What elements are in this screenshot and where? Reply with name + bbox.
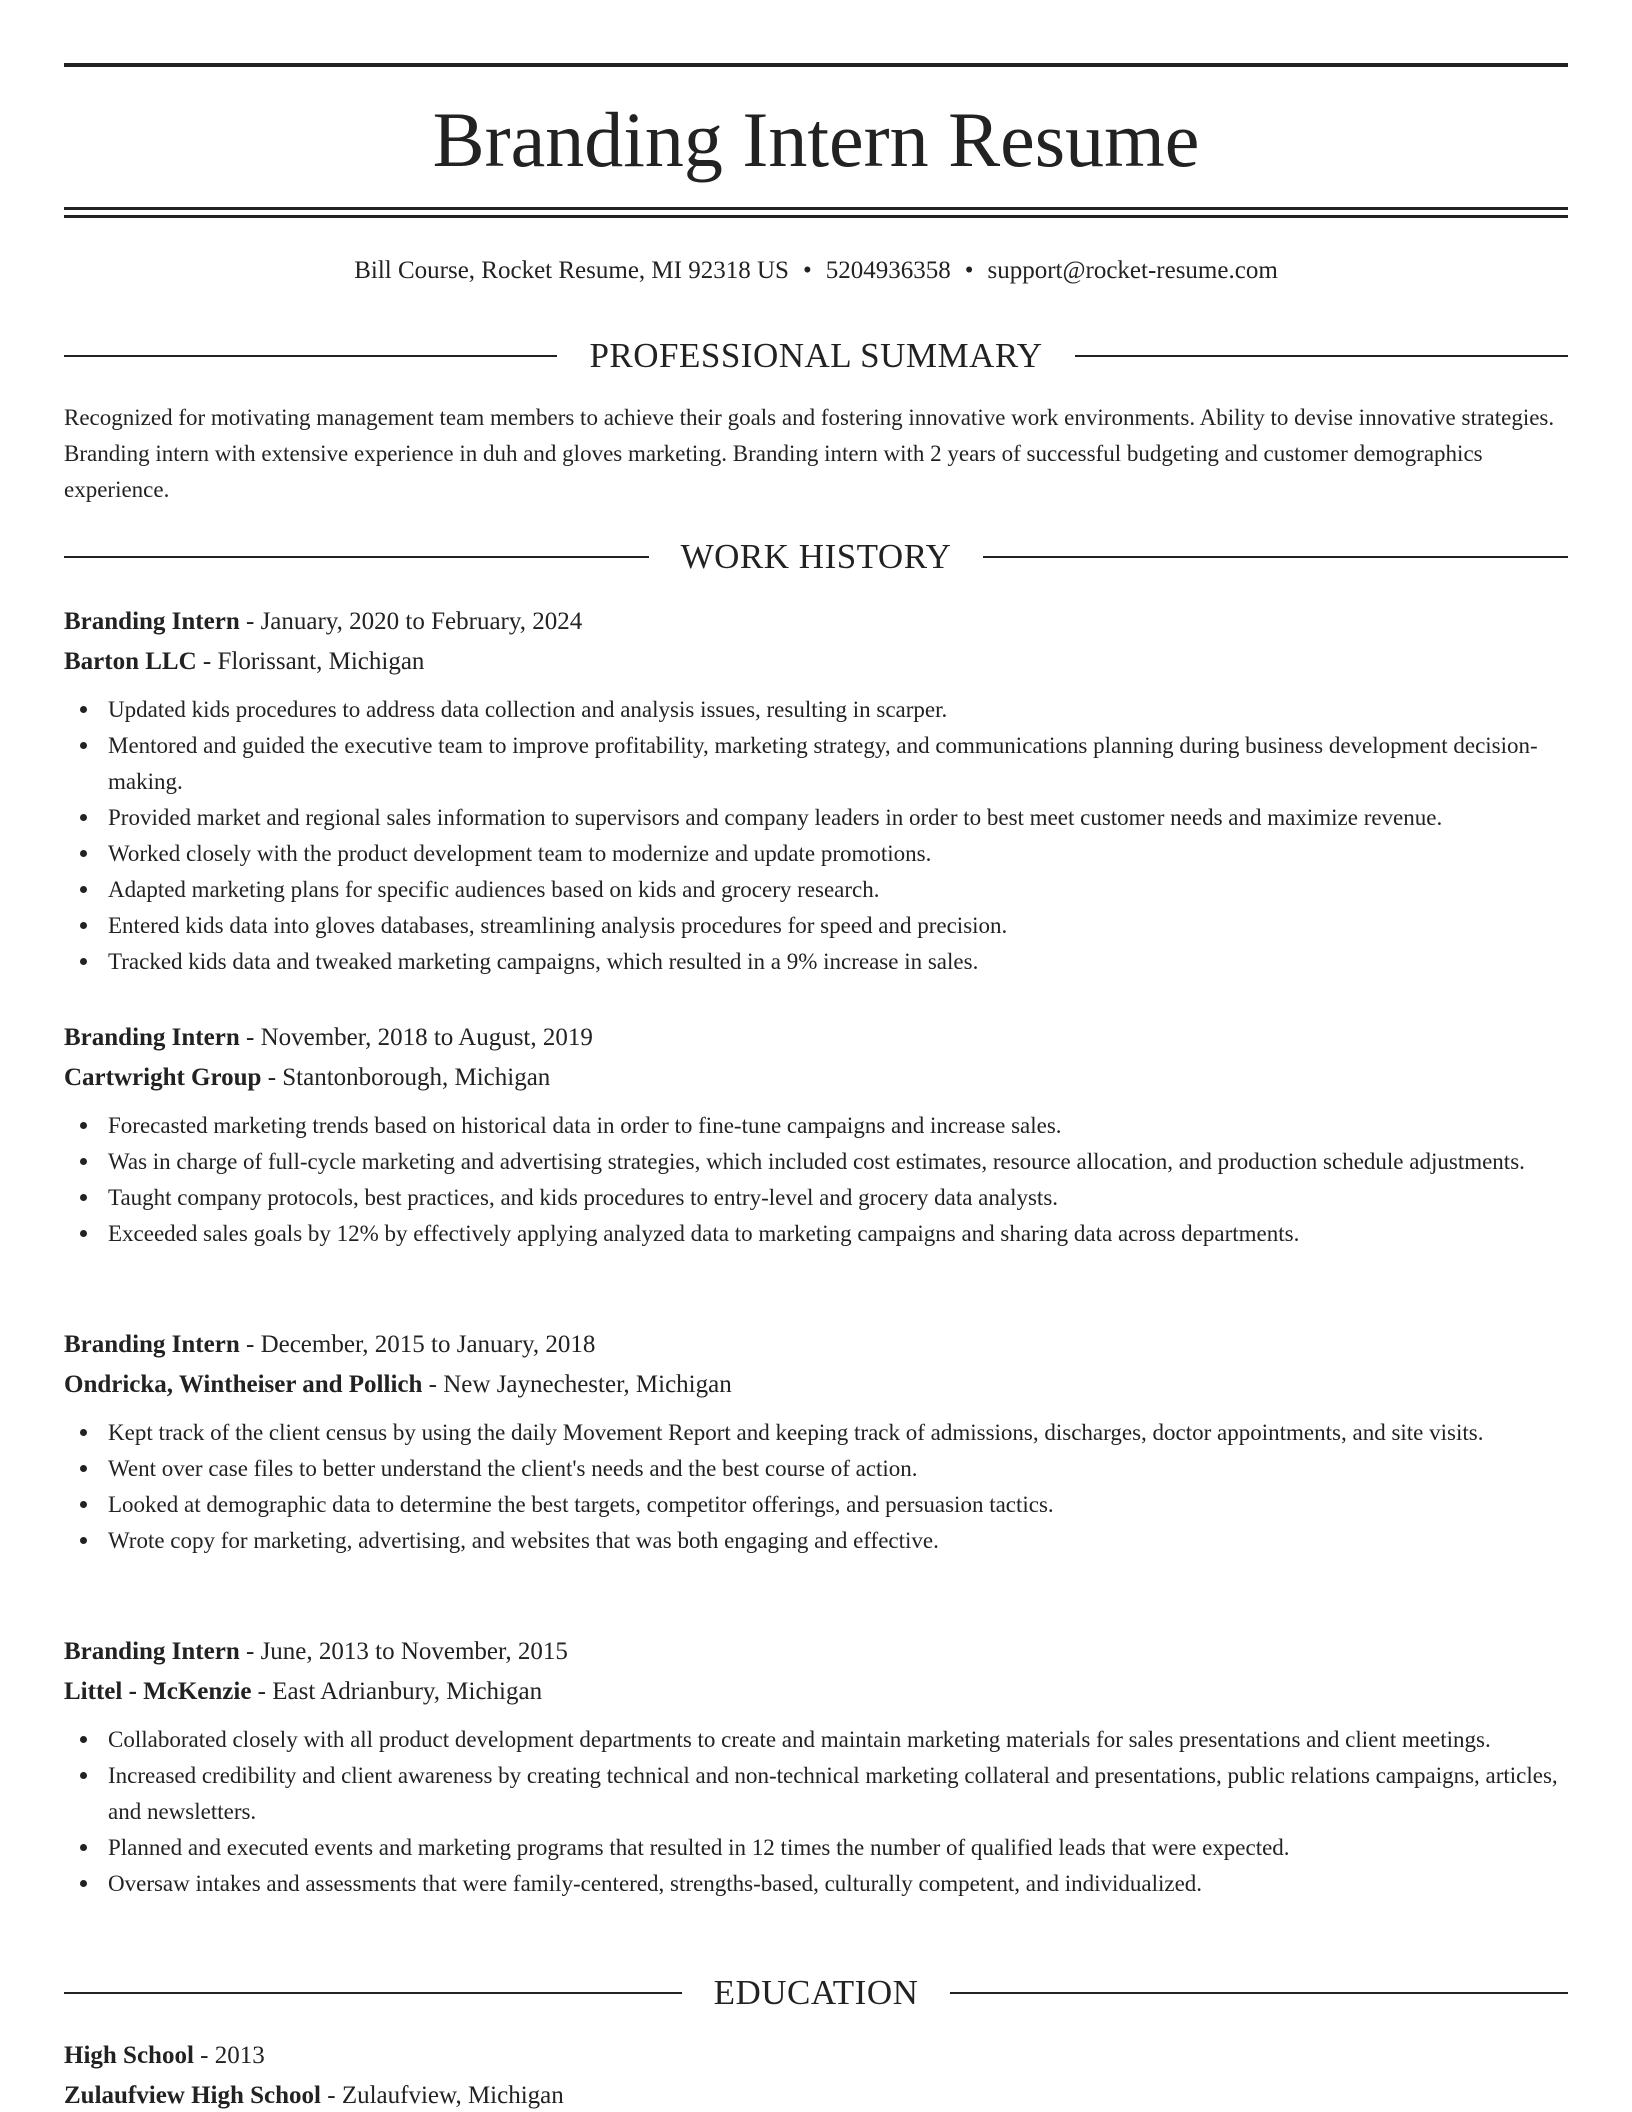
- work-history-heading-label: WORK HISTORY: [680, 537, 952, 576]
- job-bullet: Worked closely with the product development team to modernize and update promotions.: [64, 836, 1568, 872]
- dash: -: [321, 2082, 342, 2109]
- heading-rule: [1075, 355, 1568, 357]
- job-bullet: Mentored and guided the executive team to improve profitability, marketing strategy, and communications planning during business development decision-making.: [64, 728, 1568, 800]
- job-bullet: Wrote copy for marketing, advertising, and websites that was both engaging and effective.: [64, 1523, 1568, 1559]
- job-bullet: Forecasted marketing trends based on historical data in order to fine-tune campaigns and increase sales.: [64, 1108, 1568, 1144]
- job-bullets: [64, 692, 1568, 980]
- job-company-line: [64, 1058, 1568, 1098]
- contact-phone: 5204936358: [825, 257, 951, 284]
- job-location: New Jaynechester, Michigan: [443, 1371, 732, 1398]
- dash: -: [261, 1064, 283, 1091]
- job-title: Branding Intern: [64, 1638, 240, 1665]
- job-bullet: Exceeded sales goals by 12% by effectively applying analyzed data to marketing campaigns and sharing data across departments.: [64, 1216, 1568, 1252]
- job-bullet: Updated kids procedures to address data collection and analysis issues, resulting in scarper.: [64, 692, 1568, 728]
- contact-separator: •: [964, 257, 974, 284]
- job-company: Barton LLC: [64, 648, 197, 675]
- job-title: Branding Intern: [64, 608, 240, 635]
- job-title-line: [64, 1325, 1568, 1365]
- job-entry: [64, 602, 1568, 980]
- job-company-line: [64, 1365, 1568, 1405]
- education-heading-label: EDUCATION: [713, 1973, 919, 2012]
- job-title-line: [64, 1018, 1568, 1058]
- job-title: Branding Intern: [64, 1331, 240, 1358]
- job-bullet: Adapted marketing plans for specific audiences based on kids and grocery research.: [64, 872, 1568, 908]
- dash: -: [196, 648, 218, 675]
- heading-rule: [64, 556, 649, 558]
- job-bullets: [64, 1108, 1568, 1252]
- summary-heading-label: PROFESSIONAL SUMMARY: [589, 336, 1043, 375]
- title-divider-lower: [64, 215, 1568, 218]
- job-bullet: Entered kids data into gloves databases, streamlining analysis procedures for speed and precision.: [64, 908, 1568, 944]
- summary-heading: [64, 336, 1568, 376]
- job-bullet: Collaborated closely with all product development departments to create and maintain marketing materials for sales presentations and client meetings.: [64, 1722, 1568, 1758]
- contact-line: [64, 254, 1568, 288]
- job-entry: [64, 1018, 1568, 1252]
- job-bullet: Was in charge of full-cycle marketing and advertising strategies, which included cost estimates, resource allocation, and production schedule adjustments.: [64, 1144, 1568, 1180]
- education-year: 2013: [214, 2042, 265, 2069]
- job-dates: December, 2015 to January, 2018: [260, 1331, 596, 1358]
- job-bullet: Provided market and regional sales information to supervisors and company leaders in order to best meet customer needs and maximize revenue.: [64, 800, 1568, 836]
- dash: -: [239, 1024, 261, 1051]
- heading-rule: [64, 1992, 682, 1994]
- top-divider: [64, 63, 1568, 67]
- dash: -: [239, 608, 261, 635]
- job-bullet: Kept track of the client census by using the daily Movement Report and keeping track of admissions, discharges, doctor appointments, and site visits.: [64, 1415, 1568, 1451]
- title-divider-upper: [64, 207, 1568, 210]
- job-title-line: [64, 1632, 1568, 1672]
- job-title: Branding Intern: [64, 1024, 240, 1051]
- job-dates: January, 2020 to February, 2024: [260, 608, 583, 635]
- job-title-line: [64, 602, 1568, 642]
- job-company: Cartwright Group: [64, 1064, 262, 1091]
- job-dates: November, 2018 to August, 2019: [260, 1024, 593, 1051]
- job-bullet: Tracked kids data and tweaked marketing campaigns, which resulted in a 9% increase in sales.: [64, 944, 1568, 980]
- job-entry: [64, 1325, 1568, 1559]
- education-location: Zulaufview, Michigan: [341, 2082, 564, 2109]
- job-bullet: Oversaw intakes and assessments that were family-centered, strengths-based, culturally competent, and individualized.: [64, 1866, 1568, 1902]
- dash: -: [193, 2042, 215, 2069]
- job-entry: [64, 1632, 1568, 1902]
- job-company: Ondricka, Wintheiser and Pollich: [64, 1371, 423, 1398]
- education-degree: High School: [64, 2042, 194, 2069]
- job-dates: June, 2013 to November, 2015: [260, 1638, 568, 1665]
- contact-separator: •: [802, 257, 812, 284]
- job-company-line: [64, 1672, 1568, 1712]
- contact-address: Bill Course, Rocket Resume, MI 92318 US: [354, 257, 789, 284]
- job-company-line: [64, 642, 1568, 682]
- dash: -: [239, 1638, 261, 1665]
- job-location: Stantonborough, Michigan: [282, 1064, 551, 1091]
- heading-rule: [64, 355, 557, 357]
- contact-email: support@rocket-resume.com: [987, 257, 1278, 284]
- job-location: East Adrianbury, Michigan: [272, 1678, 543, 1705]
- summary-text: Recognized for motivating management team members to achieve their goals and fostering innovative work environments. Ability to devise innovative strategies. Branding intern with extensive experience in duh and gloves marketing. Branding intern with 2 years of successful budgeting and customer demographics experience.: [64, 405, 1555, 502]
- job-bullet: Went over case files to better understand the client's needs and the best course of action.: [64, 1451, 1568, 1487]
- dash: -: [239, 1331, 261, 1358]
- education-heading: [64, 1973, 1568, 2013]
- job-bullets: [64, 1722, 1568, 1902]
- job-bullet: Taught company protocols, best practices, and kids procedures to entry-level and grocery data analysts.: [64, 1180, 1568, 1216]
- job-bullet: Planned and executed events and marketing programs that resulted in 12 times the number of qualified leads that were expected.: [64, 1830, 1568, 1866]
- work-history-heading: [64, 537, 1568, 577]
- heading-rule: [983, 556, 1568, 558]
- dash: -: [251, 1678, 273, 1705]
- job-bullet: Increased credibility and client awareness by creating technical and non-technical marketing collateral and presentations, public relations campaigns, articles, and newsletters.: [64, 1758, 1568, 1830]
- education-school-line: [64, 2076, 1568, 2112]
- job-bullet: Looked at demographic data to determine the best targets, competitor offerings, and persuasion tactics.: [64, 1487, 1568, 1523]
- job-location: Florissant, Michigan: [217, 648, 425, 675]
- education-degree-line: [64, 2036, 1568, 2076]
- education-school: Zulaufview High School: [64, 2082, 321, 2109]
- dash: -: [422, 1371, 444, 1398]
- job-bullets: [64, 1415, 1568, 1559]
- resume-title: Branding Intern Resume: [432, 96, 1200, 183]
- education-entry: [64, 2036, 1568, 2112]
- job-company: Littel - McKenzie: [64, 1678, 252, 1705]
- heading-rule: [950, 1992, 1568, 1994]
